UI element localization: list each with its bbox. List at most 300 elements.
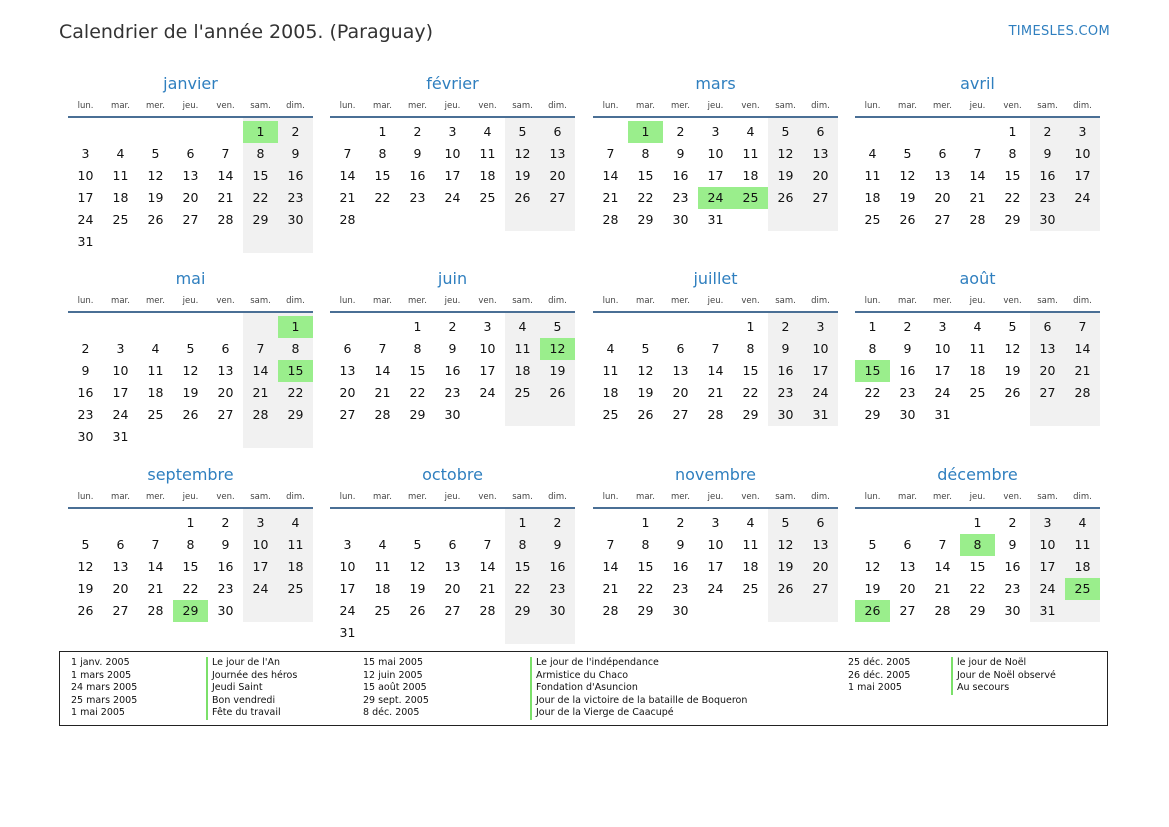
day-cell[interactable]: 28 — [934, 603, 951, 618]
day-cell[interactable]: 19 — [147, 190, 164, 205]
day-cell[interactable]: 16 — [287, 168, 304, 183]
day-cell[interactable]: 7 — [151, 537, 160, 552]
day-cell[interactable]: 12 — [864, 559, 881, 574]
day-cell[interactable]: 20 — [812, 559, 829, 574]
day-cell[interactable]: 17 — [77, 190, 94, 205]
day-cell[interactable]: 8 — [641, 537, 650, 552]
day-cell[interactable]: 14 — [602, 168, 619, 183]
day-cell[interactable]: 10 — [812, 341, 829, 356]
day-cell[interactable]: 23 — [444, 385, 461, 400]
day-cell[interactable]: 10 — [479, 341, 496, 356]
day-cell[interactable]: 4 — [291, 515, 300, 530]
day-cell[interactable]: 23 — [777, 385, 794, 400]
day-cell[interactable]: 28 — [602, 603, 619, 618]
day-cell[interactable]: 10 — [934, 341, 951, 356]
day-cell[interactable]: 20 — [112, 581, 129, 596]
day-cell[interactable]: 4 — [746, 515, 755, 530]
day-cell[interactable]: 29 — [514, 603, 531, 618]
day-cell[interactable]: 19 — [77, 581, 94, 596]
day-cell[interactable]: 15 — [514, 559, 531, 574]
day-cell[interactable]: 25 — [514, 385, 531, 400]
day-cell[interactable]: 27 — [444, 603, 461, 618]
day-cell[interactable]: 25 — [147, 407, 164, 422]
day-cell[interactable]: 5 — [518, 124, 527, 139]
day-cell[interactable]: 13 — [217, 363, 234, 378]
day-cell[interactable]: 14 — [147, 559, 164, 574]
day-cell[interactable]: 4 — [1078, 515, 1087, 530]
day-cell[interactable]: 28 — [1074, 385, 1091, 400]
day-cell[interactable]: 11 — [969, 341, 986, 356]
day-cell[interactable]: 19 — [777, 168, 794, 183]
day-cell[interactable]: 10 — [112, 363, 129, 378]
day-cell[interactable]: 19 — [1004, 363, 1021, 378]
holiday-day[interactable]: 26 — [855, 600, 890, 622]
day-cell[interactable]: 30 — [1039, 212, 1056, 227]
day-cell[interactable]: 24 — [479, 385, 496, 400]
day-cell[interactable]: 15 — [637, 168, 654, 183]
day-cell[interactable]: 27 — [182, 212, 199, 227]
day-cell[interactable]: 9 — [676, 146, 685, 161]
day-cell[interactable]: 2 — [221, 515, 230, 530]
day-cell[interactable]: 7 — [606, 537, 615, 552]
day-cell[interactable]: 6 — [816, 124, 825, 139]
day-cell[interactable]: 12 — [637, 363, 654, 378]
day-cell[interactable]: 9 — [291, 146, 300, 161]
day-cell[interactable]: 15 — [374, 168, 391, 183]
day-cell[interactable]: 8 — [413, 341, 422, 356]
day-cell[interactable]: 30 — [1004, 603, 1021, 618]
day-cell[interactable]: 5 — [781, 515, 790, 530]
day-cell[interactable]: 28 — [339, 212, 356, 227]
day-cell[interactable]: 26 — [77, 603, 94, 618]
day-cell[interactable]: 16 — [899, 363, 916, 378]
day-cell[interactable]: 18 — [287, 559, 304, 574]
day-cell[interactable]: 18 — [147, 385, 164, 400]
day-cell[interactable]: 26 — [777, 581, 794, 596]
day-cell[interactable]: 22 — [374, 190, 391, 205]
day-cell[interactable]: 4 — [116, 146, 125, 161]
day-cell[interactable]: 25 — [742, 581, 759, 596]
day-cell[interactable]: 5 — [186, 341, 195, 356]
day-cell[interactable]: 5 — [868, 537, 877, 552]
day-cell[interactable]: 6 — [221, 341, 230, 356]
day-cell[interactable]: 4 — [378, 537, 387, 552]
day-cell[interactable]: 19 — [549, 363, 566, 378]
day-cell[interactable]: 29 — [742, 407, 759, 422]
day-cell[interactable]: 13 — [549, 146, 566, 161]
day-cell[interactable]: 22 — [182, 581, 199, 596]
day-cell[interactable]: 31 — [77, 234, 94, 249]
day-cell[interactable]: 29 — [1004, 212, 1021, 227]
day-cell[interactable]: 21 — [707, 385, 724, 400]
day-cell[interactable]: 28 — [969, 212, 986, 227]
day-cell[interactable]: 16 — [549, 559, 566, 574]
day-cell[interactable]: 7 — [606, 146, 615, 161]
day-cell[interactable]: 12 — [1004, 341, 1021, 356]
day-cell[interactable]: 26 — [147, 212, 164, 227]
day-cell[interactable]: 8 — [868, 341, 877, 356]
day-cell[interactable]: 2 — [291, 124, 300, 139]
day-cell[interactable]: 25 — [287, 581, 304, 596]
day-cell[interactable]: 12 — [777, 146, 794, 161]
day-cell[interactable]: 28 — [602, 212, 619, 227]
day-cell[interactable]: 1 — [1008, 124, 1017, 139]
day-cell[interactable]: 7 — [483, 537, 492, 552]
brand-link[interactable]: TIMESLES.COM — [1008, 24, 1110, 39]
day-cell[interactable]: 29 — [409, 407, 426, 422]
day-cell[interactable]: 27 — [812, 190, 829, 205]
day-cell[interactable]: 11 — [602, 363, 619, 378]
day-cell[interactable]: 31 — [707, 212, 724, 227]
day-cell[interactable]: 17 — [252, 559, 269, 574]
day-cell[interactable]: 30 — [899, 407, 916, 422]
day-cell[interactable]: 12 — [77, 559, 94, 574]
day-cell[interactable]: 16 — [672, 559, 689, 574]
day-cell[interactable]: 21 — [339, 190, 356, 205]
day-cell[interactable]: 24 — [707, 581, 724, 596]
day-cell[interactable]: 3 — [938, 319, 947, 334]
day-cell[interactable]: 28 — [374, 407, 391, 422]
day-cell[interactable]: 31 — [1039, 603, 1056, 618]
day-cell[interactable]: 1 — [518, 515, 527, 530]
day-cell[interactable]: 14 — [969, 168, 986, 183]
day-cell[interactable]: 19 — [777, 559, 794, 574]
day-cell[interactable]: 2 — [81, 341, 90, 356]
day-cell[interactable]: 23 — [217, 581, 234, 596]
day-cell[interactable]: 29 — [969, 603, 986, 618]
day-cell[interactable]: 9 — [448, 341, 457, 356]
day-cell[interactable]: 24 — [444, 190, 461, 205]
day-cell[interactable]: 18 — [374, 581, 391, 596]
day-cell[interactable]: 10 — [77, 168, 94, 183]
day-cell[interactable]: 2 — [1043, 124, 1052, 139]
day-cell[interactable]: 24 — [77, 212, 94, 227]
day-cell[interactable]: 4 — [483, 124, 492, 139]
day-cell[interactable]: 20 — [339, 385, 356, 400]
day-cell[interactable]: 18 — [479, 168, 496, 183]
day-cell[interactable]: 30 — [672, 212, 689, 227]
day-cell[interactable]: 31 — [934, 407, 951, 422]
day-cell[interactable]: 30 — [217, 603, 234, 618]
day-cell[interactable]: 9 — [903, 341, 912, 356]
day-cell[interactable]: 13 — [899, 559, 916, 574]
day-cell[interactable]: 25 — [864, 212, 881, 227]
day-cell[interactable]: 3 — [343, 537, 352, 552]
day-cell[interactable]: 27 — [1039, 385, 1056, 400]
day-cell[interactable]: 6 — [186, 146, 195, 161]
day-cell[interactable]: 3 — [116, 341, 125, 356]
day-cell[interactable]: 9 — [413, 146, 422, 161]
day-cell[interactable]: 29 — [637, 603, 654, 618]
day-cell[interactable]: 23 — [672, 190, 689, 205]
day-cell[interactable]: 15 — [742, 363, 759, 378]
day-cell[interactable]: 27 — [899, 603, 916, 618]
day-cell[interactable]: 2 — [413, 124, 422, 139]
day-cell[interactable]: 22 — [252, 190, 269, 205]
day-cell[interactable]: 9 — [81, 363, 90, 378]
day-cell[interactable]: 28 — [252, 407, 269, 422]
day-cell[interactable]: 11 — [514, 341, 531, 356]
day-cell[interactable]: 11 — [1074, 537, 1091, 552]
day-cell[interactable]: 16 — [444, 363, 461, 378]
holiday-day[interactable]: 15 — [278, 360, 313, 382]
day-cell[interactable]: 16 — [77, 385, 94, 400]
day-cell[interactable]: 22 — [514, 581, 531, 596]
day-cell[interactable]: 18 — [742, 559, 759, 574]
day-cell[interactable]: 12 — [899, 168, 916, 183]
day-cell[interactable]: 11 — [479, 146, 496, 161]
day-cell[interactable]: 17 — [112, 385, 129, 400]
day-cell[interactable]: 30 — [444, 407, 461, 422]
day-cell[interactable]: 11 — [287, 537, 304, 552]
day-cell[interactable]: 2 — [781, 319, 790, 334]
day-cell[interactable]: 25 — [112, 212, 129, 227]
day-cell[interactable]: 6 — [676, 341, 685, 356]
day-cell[interactable]: 18 — [602, 385, 619, 400]
day-cell[interactable]: 18 — [864, 190, 881, 205]
day-cell[interactable]: 17 — [444, 168, 461, 183]
day-cell[interactable]: 21 — [602, 581, 619, 596]
day-cell[interactable]: 1 — [973, 515, 982, 530]
day-cell[interactable]: 25 — [374, 603, 391, 618]
day-cell[interactable]: 12 — [147, 168, 164, 183]
day-cell[interactable]: 21 — [479, 581, 496, 596]
day-cell[interactable]: 24 — [339, 603, 356, 618]
day-cell[interactable]: 22 — [637, 190, 654, 205]
day-cell[interactable]: 15 — [409, 363, 426, 378]
day-cell[interactable]: 17 — [1074, 168, 1091, 183]
day-cell[interactable]: 21 — [1074, 363, 1091, 378]
day-cell[interactable]: 12 — [514, 146, 531, 161]
day-cell[interactable]: 10 — [1039, 537, 1056, 552]
day-cell[interactable]: 24 — [934, 385, 951, 400]
day-cell[interactable]: 9 — [553, 537, 562, 552]
day-cell[interactable]: 1 — [641, 515, 650, 530]
day-cell[interactable]: 13 — [444, 559, 461, 574]
day-cell[interactable]: 2 — [553, 515, 562, 530]
day-cell[interactable]: 31 — [339, 625, 356, 640]
day-cell[interactable]: 9 — [676, 537, 685, 552]
day-cell[interactable]: 7 — [221, 146, 230, 161]
day-cell[interactable]: 11 — [742, 537, 759, 552]
day-cell[interactable]: 13 — [182, 168, 199, 183]
day-cell[interactable]: 1 — [413, 319, 422, 334]
day-cell[interactable]: 15 — [182, 559, 199, 574]
day-cell[interactable]: 10 — [707, 146, 724, 161]
day-cell[interactable]: 14 — [602, 559, 619, 574]
day-cell[interactable]: 15 — [1004, 168, 1021, 183]
day-cell[interactable]: 22 — [1004, 190, 1021, 205]
day-cell[interactable]: 23 — [409, 190, 426, 205]
day-cell[interactable]: 16 — [1039, 168, 1056, 183]
day-cell[interactable]: 10 — [707, 537, 724, 552]
day-cell[interactable]: 7 — [1078, 319, 1087, 334]
day-cell[interactable]: 8 — [746, 341, 755, 356]
day-cell[interactable]: 9 — [221, 537, 230, 552]
day-cell[interactable]: 31 — [812, 407, 829, 422]
day-cell[interactable]: 23 — [899, 385, 916, 400]
day-cell[interactable]: 5 — [553, 319, 562, 334]
day-cell[interactable]: 24 — [1074, 190, 1091, 205]
day-cell[interactable]: 2 — [448, 319, 457, 334]
day-cell[interactable]: 16 — [672, 168, 689, 183]
day-cell[interactable]: 20 — [899, 581, 916, 596]
day-cell[interactable]: 1 — [186, 515, 195, 530]
day-cell[interactable]: 17 — [707, 559, 724, 574]
day-cell[interactable]: 17 — [1039, 559, 1056, 574]
holiday-day[interactable]: 12 — [540, 338, 575, 360]
day-cell[interactable]: 17 — [812, 363, 829, 378]
day-cell[interactable]: 3 — [448, 124, 457, 139]
day-cell[interactable]: 19 — [182, 385, 199, 400]
day-cell[interactable]: 26 — [899, 212, 916, 227]
day-cell[interactable]: 3 — [81, 146, 90, 161]
day-cell[interactable]: 14 — [707, 363, 724, 378]
day-cell[interactable]: 27 — [339, 407, 356, 422]
day-cell[interactable]: 3 — [483, 319, 492, 334]
day-cell[interactable]: 11 — [742, 146, 759, 161]
day-cell[interactable]: 19 — [899, 190, 916, 205]
day-cell[interactable]: 5 — [641, 341, 650, 356]
day-cell[interactable]: 21 — [252, 385, 269, 400]
day-cell[interactable]: 6 — [116, 537, 125, 552]
day-cell[interactable]: 17 — [339, 581, 356, 596]
day-cell[interactable]: 14 — [1074, 341, 1091, 356]
day-cell[interactable]: 16 — [217, 559, 234, 574]
day-cell[interactable]: 17 — [934, 363, 951, 378]
day-cell[interactable]: 6 — [816, 515, 825, 530]
day-cell[interactable]: 20 — [182, 190, 199, 205]
day-cell[interactable]: 18 — [1074, 559, 1091, 574]
day-cell[interactable]: 24 — [252, 581, 269, 596]
day-cell[interactable]: 24 — [1039, 581, 1056, 596]
day-cell[interactable]: 1 — [868, 319, 877, 334]
day-cell[interactable]: 24 — [112, 407, 129, 422]
holiday-day[interactable]: 1 — [628, 121, 663, 143]
day-cell[interactable]: 11 — [112, 168, 129, 183]
day-cell[interactable]: 13 — [672, 363, 689, 378]
day-cell[interactable]: 21 — [934, 581, 951, 596]
day-cell[interactable]: 18 — [514, 363, 531, 378]
day-cell[interactable]: 26 — [777, 190, 794, 205]
day-cell[interactable]: 8 — [291, 341, 300, 356]
day-cell[interactable]: 22 — [969, 581, 986, 596]
day-cell[interactable]: 26 — [409, 603, 426, 618]
day-cell[interactable]: 25 — [969, 385, 986, 400]
day-cell[interactable]: 23 — [287, 190, 304, 205]
day-cell[interactable]: 13 — [1039, 341, 1056, 356]
day-cell[interactable]: 30 — [287, 212, 304, 227]
day-cell[interactable]: 29 — [637, 212, 654, 227]
day-cell[interactable]: 11 — [147, 363, 164, 378]
day-cell[interactable]: 15 — [969, 559, 986, 574]
day-cell[interactable]: 4 — [518, 319, 527, 334]
day-cell[interactable]: 22 — [409, 385, 426, 400]
day-cell[interactable]: 25 — [479, 190, 496, 205]
day-cell[interactable]: 5 — [903, 146, 912, 161]
day-cell[interactable]: 27 — [549, 190, 566, 205]
day-cell[interactable]: 3 — [256, 515, 265, 530]
day-cell[interactable]: 14 — [374, 363, 391, 378]
day-cell[interactable]: 13 — [812, 146, 829, 161]
day-cell[interactable]: 14 — [479, 559, 496, 574]
day-cell[interactable]: 7 — [973, 146, 982, 161]
day-cell[interactable]: 7 — [711, 341, 720, 356]
day-cell[interactable]: 26 — [1004, 385, 1021, 400]
day-cell[interactable]: 18 — [112, 190, 129, 205]
holiday-day[interactable]: 25 — [1065, 578, 1100, 600]
day-cell[interactable]: 2 — [903, 319, 912, 334]
day-cell[interactable]: 12 — [409, 559, 426, 574]
holiday-day[interactable]: 29 — [173, 600, 208, 622]
day-cell[interactable]: 26 — [514, 190, 531, 205]
day-cell[interactable]: 26 — [549, 385, 566, 400]
day-cell[interactable]: 7 — [256, 341, 265, 356]
holiday-day[interactable]: 1 — [278, 316, 313, 338]
day-cell[interactable]: 3 — [711, 515, 720, 530]
day-cell[interactable]: 8 — [1008, 146, 1017, 161]
day-cell[interactable]: 26 — [182, 407, 199, 422]
day-cell[interactable]: 13 — [812, 537, 829, 552]
day-cell[interactable]: 25 — [602, 407, 619, 422]
day-cell[interactable]: 22 — [637, 581, 654, 596]
day-cell[interactable]: 17 — [479, 363, 496, 378]
day-cell[interactable]: 3 — [1078, 124, 1087, 139]
day-cell[interactable]: 13 — [112, 559, 129, 574]
day-cell[interactable]: 3 — [816, 319, 825, 334]
day-cell[interactable]: 5 — [413, 537, 422, 552]
day-cell[interactable]: 9 — [1008, 537, 1017, 552]
day-cell[interactable]: 28 — [479, 603, 496, 618]
day-cell[interactable]: 7 — [343, 146, 352, 161]
day-cell[interactable]: 5 — [1008, 319, 1017, 334]
day-cell[interactable]: 4 — [151, 341, 160, 356]
day-cell[interactable]: 19 — [514, 168, 531, 183]
day-cell[interactable]: 9 — [1043, 146, 1052, 161]
day-cell[interactable]: 6 — [1043, 319, 1052, 334]
day-cell[interactable]: 8 — [518, 537, 527, 552]
day-cell[interactable]: 6 — [903, 537, 912, 552]
holiday-day[interactable]: 15 — [855, 360, 890, 382]
day-cell[interactable]: 4 — [868, 146, 877, 161]
day-cell[interactable]: 21 — [969, 190, 986, 205]
day-cell[interactable]: 4 — [973, 319, 982, 334]
day-cell[interactable]: 23 — [672, 581, 689, 596]
day-cell[interactable]: 10 — [252, 537, 269, 552]
day-cell[interactable]: 24 — [812, 385, 829, 400]
day-cell[interactable]: 21 — [217, 190, 234, 205]
day-cell[interactable]: 10 — [1074, 146, 1091, 161]
day-cell[interactable]: 20 — [549, 168, 566, 183]
holiday-day[interactable]: 25 — [733, 187, 768, 209]
day-cell[interactable]: 13 — [339, 363, 356, 378]
day-cell[interactable]: 14 — [934, 559, 951, 574]
holiday-day[interactable]: 24 — [698, 187, 733, 209]
day-cell[interactable]: 22 — [864, 385, 881, 400]
day-cell[interactable]: 29 — [287, 407, 304, 422]
day-cell[interactable]: 20 — [812, 168, 829, 183]
day-cell[interactable]: 10 — [339, 559, 356, 574]
day-cell[interactable]: 21 — [602, 190, 619, 205]
day-cell[interactable]: 14 — [217, 168, 234, 183]
day-cell[interactable]: 12 — [182, 363, 199, 378]
day-cell[interactable]: 8 — [641, 146, 650, 161]
day-cell[interactable]: 3 — [711, 124, 720, 139]
holiday-day[interactable]: 1 — [243, 121, 278, 143]
day-cell[interactable]: 11 — [864, 168, 881, 183]
day-cell[interactable]: 10 — [444, 146, 461, 161]
day-cell[interactable]: 28 — [707, 407, 724, 422]
